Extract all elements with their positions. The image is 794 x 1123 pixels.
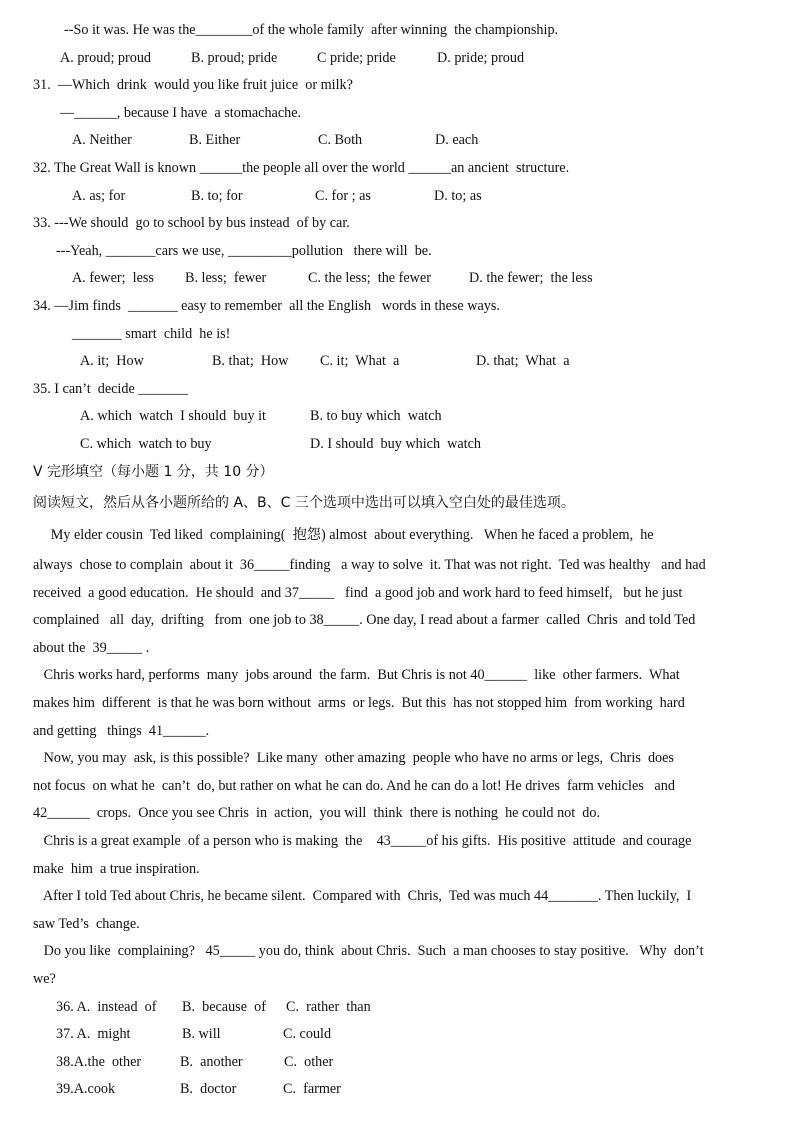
passage-line: Do you like complaining? 45_____ you do, think about Chris. Such a man chooses to stay positive. Why don’t <box>33 943 704 959</box>
q35-option-d: D. I should buy which watch <box>310 436 482 452</box>
q33-stem: 33. ---We should go to school by bus instead of by car. <box>33 215 350 231</box>
answer-38-a: 38.A.the other <box>56 1054 142 1070</box>
answer-37-b: B. will <box>182 1026 221 1042</box>
passage-line: Chris works hard, performs many jobs around the farm. But Chris is not 40______ like other farmers. What <box>33 667 680 683</box>
q32-stem: 32. The Great Wall is known ______the people all over the world ______an ancient structure. <box>33 160 570 176</box>
q34-option-a: A. it; How <box>80 353 144 369</box>
q31-option-b: B. Either <box>189 132 241 148</box>
q33-option-a: A. fewer; less <box>72 270 154 286</box>
answer-39-b: B. doctor <box>180 1081 237 1097</box>
q31-option-a: A. Neither <box>72 132 132 148</box>
answer-36-c: C. rather than <box>286 999 371 1015</box>
passage-line: always chose to complain about it 36_____finding a way to solve it. That was not right. Ted was healthy and had <box>33 557 706 573</box>
passage-line: Chris is a great example of a person who is making the 43_____of his gifts. His positive attitude and courage <box>33 833 692 849</box>
passage-line: make him a true inspiration. <box>33 861 200 877</box>
answer-37-a: 37. A. might <box>56 1026 131 1042</box>
q31-stem-2: —______, because I have a stomachache. <box>60 105 302 121</box>
passage-line: not focus on what he can’t do, but rather on what he can do. And he can do a lot! He drives farm vehicles and <box>33 778 675 794</box>
q30-stem: --So it was. He was the________of the whole family after winning the championship. <box>64 22 559 38</box>
section-instruction: 阅读短文，然后从各小题所给的 A、B、C 三个选项中选出可以填入空白处的最佳选项。 <box>33 495 575 511</box>
answer-36-b: B. because of <box>182 999 266 1015</box>
passage-line: makes him different is that he was born without arms or legs. But this has not stopped him from working hard <box>33 695 685 711</box>
q31-stem: 31. —Which drink would you like fruit juice or milk? <box>33 77 353 93</box>
q30-option-a: A. proud; proud <box>60 50 152 66</box>
q32-option-c: C. for ; as <box>315 188 371 204</box>
answer-38-c: C. other <box>284 1054 334 1070</box>
q34-option-b: B. that; How <box>212 353 289 369</box>
q33-stem-2: ---Yeah, _______cars we use, _________pollution there will be. <box>56 243 432 259</box>
answer-39-c: C. farmer <box>283 1081 341 1097</box>
q34-option-d: D. that; What a <box>476 353 570 369</box>
passage-line: and getting things 41______. <box>33 723 210 739</box>
q33-option-c: C. the less; the fewer <box>308 270 431 286</box>
q32-option-a: A. as; for <box>72 188 126 204</box>
q32-option-b: B. to; for <box>191 188 243 204</box>
q35-stem: 35. I can’t decide _______ <box>33 381 188 397</box>
q30-option-c: C pride; pride <box>317 50 396 66</box>
q31-option-c: C. Both <box>318 132 363 148</box>
q32-option-d: D. to; as <box>434 188 482 204</box>
passage-line: we? <box>33 971 56 987</box>
q30-option-d: D. pride; proud <box>437 50 525 66</box>
passage-line: complained all day, drifting from one job to 38_____. One day, I read about a farmer called Chris and told Ted <box>33 612 696 628</box>
answer-38-b: B. another <box>180 1054 243 1070</box>
answer-39-a: 39.A.cook <box>56 1081 116 1097</box>
q31-option-d: D. each <box>435 132 479 148</box>
answer-36-a: 36. A. instead of <box>56 999 157 1015</box>
passage-line: 42______ crops. Once you see Chris in action, you will think there is nothing he could not do. <box>33 805 601 821</box>
section-title: V 完形填空（每小题 1 分，共 10 分） <box>33 464 274 480</box>
passage-line: saw Ted’s change. <box>33 916 140 932</box>
q34-stem-2: _______ smart child he is! <box>72 326 231 342</box>
q34-option-c: C. it; What a <box>320 353 400 369</box>
passage-line: After I told Ted about Chris, he became silent. Compared with Chris, Ted was much 44_______. Then luckily, I <box>33 888 692 904</box>
q35-option-c: C. which watch to buy <box>80 436 212 452</box>
q33-option-b: B. less; fewer <box>185 270 267 286</box>
passage-line: My elder cousin Ted liked complaining( 抱怨) almost about everything. When he faced a problem, he <box>33 527 654 543</box>
q35-option-b: B. to buy which watch <box>310 408 442 424</box>
q30-option-b: B. proud; pride <box>191 50 278 66</box>
q34-stem: 34. —Jim finds _______ easy to remember all the English words in these ways. <box>33 298 500 314</box>
q33-option-d: D. the fewer; the less <box>469 270 593 286</box>
passage-line: Now, you may ask, is this possible? Like many other amazing people who have no arms or legs, Chris does <box>33 750 674 766</box>
answer-37-c: C. could <box>283 1026 332 1042</box>
passage-line: about the 39_____ . <box>33 640 150 656</box>
passage-line: received a good education. He should and 37_____ find a good job and work hard to feed himself, but he just <box>33 585 683 601</box>
q35-option-a: A. which watch I should buy it <box>80 408 266 424</box>
